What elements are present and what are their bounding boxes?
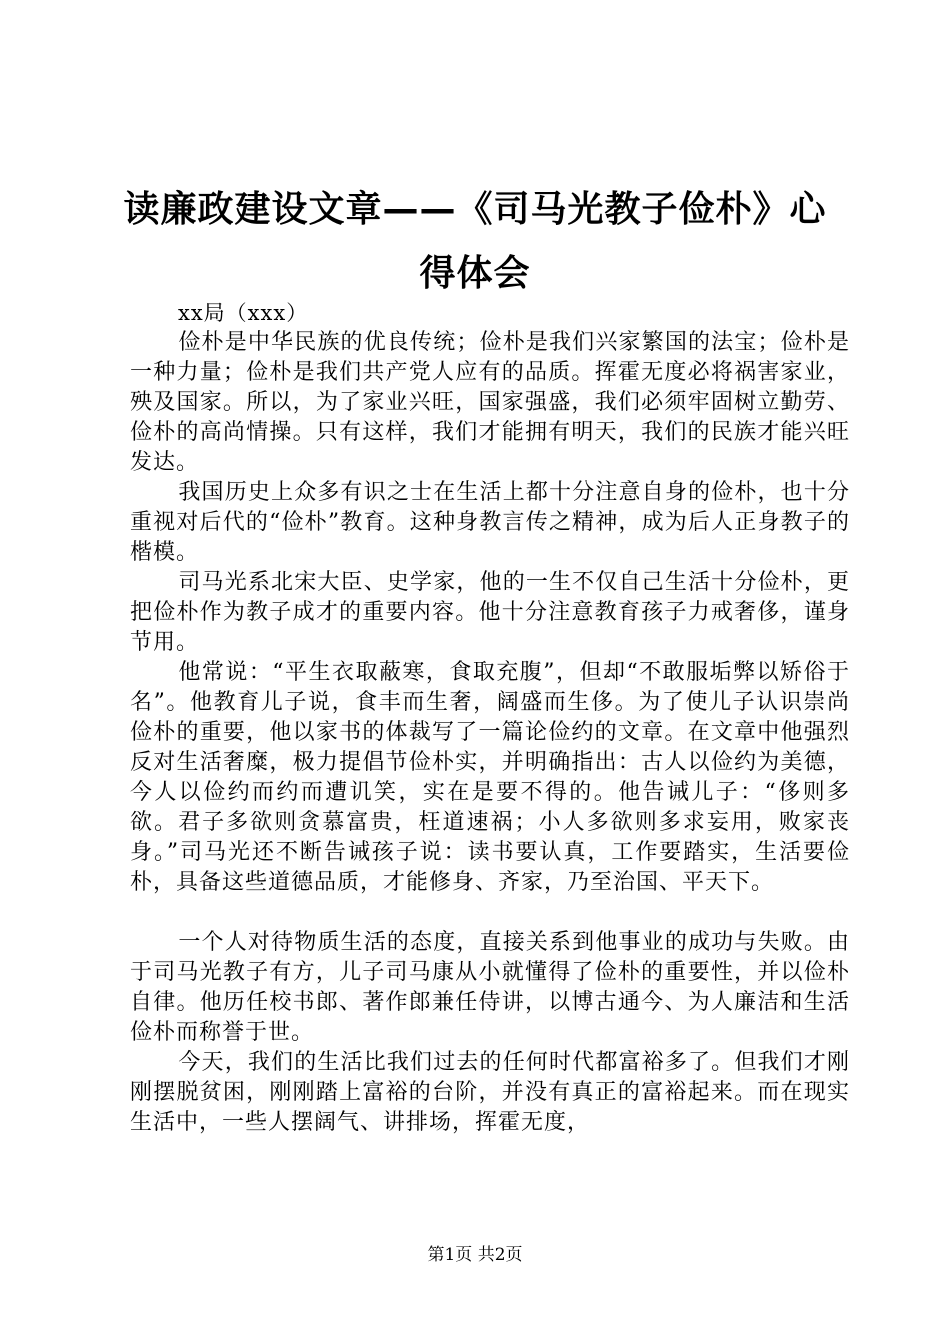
paragraph-1: 俭朴是中华民族的优良传统；俭朴是我们兴家繁国的法宝；俭朴是一种力量；俭朴是我们共产党人应有的品质。挥霍无度必将祸害家业，殃及国家。所以，为了家业兴旺，国家强盛，我们必须牢固树立勤劳、俭朴的高尚情操。只有这样，我们才能拥有明天，我们的民族才能兴旺发达。: [130, 330, 850, 475]
document-body: [130, 298, 850, 1138]
paragraph-5: 一个人对待物质生活的态度，直接关系到他事业的成功与失败。由于司马光教子有方，儿子司马康从小就懂得了俭朴的重要性，并以俭朴自律。他历任校书郎、著作郎兼任侍讲，以博古通今、为人廉洁和生活俭朴而称誉于世。: [130, 930, 850, 1045]
paragraph-4: 他常说：“平生衣取蔽寒，食取充腹”，但却“不敢服垢弊以矫俗于名”。他教育儿子说，食丰而生奢，阔盛而生侈。为了使儿子认识崇尚俭朴的重要，他以家书的体裁写了一篇论俭约的文章。在文章中他强烈反对生活奢糜，极力提倡节俭朴实，并明确指出：古人以俭约为美德，今人以俭约而约而遭讥笑，实在是要不得的。他告诫儿子：“侈则多欲。君子多欲则贪慕富贵，枉道速祸；小人多欲则多求妄用，败家丧身。”司马光还不断告诫孩子说：读书要认真，工作要踏实，生活要俭朴，具备这些道德品质，才能修身、齐家，乃至治国、平天下。: [130, 660, 850, 895]
paragraph-spacer: [130, 898, 850, 928]
page-footer: 第1页 共2页: [427, 1245, 523, 1265]
document-title: 读廉政建设文章——《司马光教子俭朴》心得体会: [123, 189, 827, 294]
paragraph-2: 我国历史上众多有识之士在生活上都十分注意自身的俭朴，也十分重视对后代的“俭朴”教育。这种身教言传之精神，成为后人正身教子的楷模。: [130, 480, 850, 565]
byline: xx局（xxx）: [178, 301, 309, 325]
paragraph-6: 今天，我们的生活比我们过去的任何时代都富裕多了。但我们才刚刚摆脱贫困，刚刚踏上富裕的台阶，并没有真正的富裕起来。而在现实生活中，一些人摆阔气、讲排场，挥霍无度，: [130, 1050, 850, 1135]
paragraph-3: 司马光系北宋大臣、史学家，他的一生不仅自己生活十分俭朴，更把俭朴作为教子成才的重要内容。他十分注意教育孩子力戒奢侈，谨身节用。: [130, 570, 850, 655]
